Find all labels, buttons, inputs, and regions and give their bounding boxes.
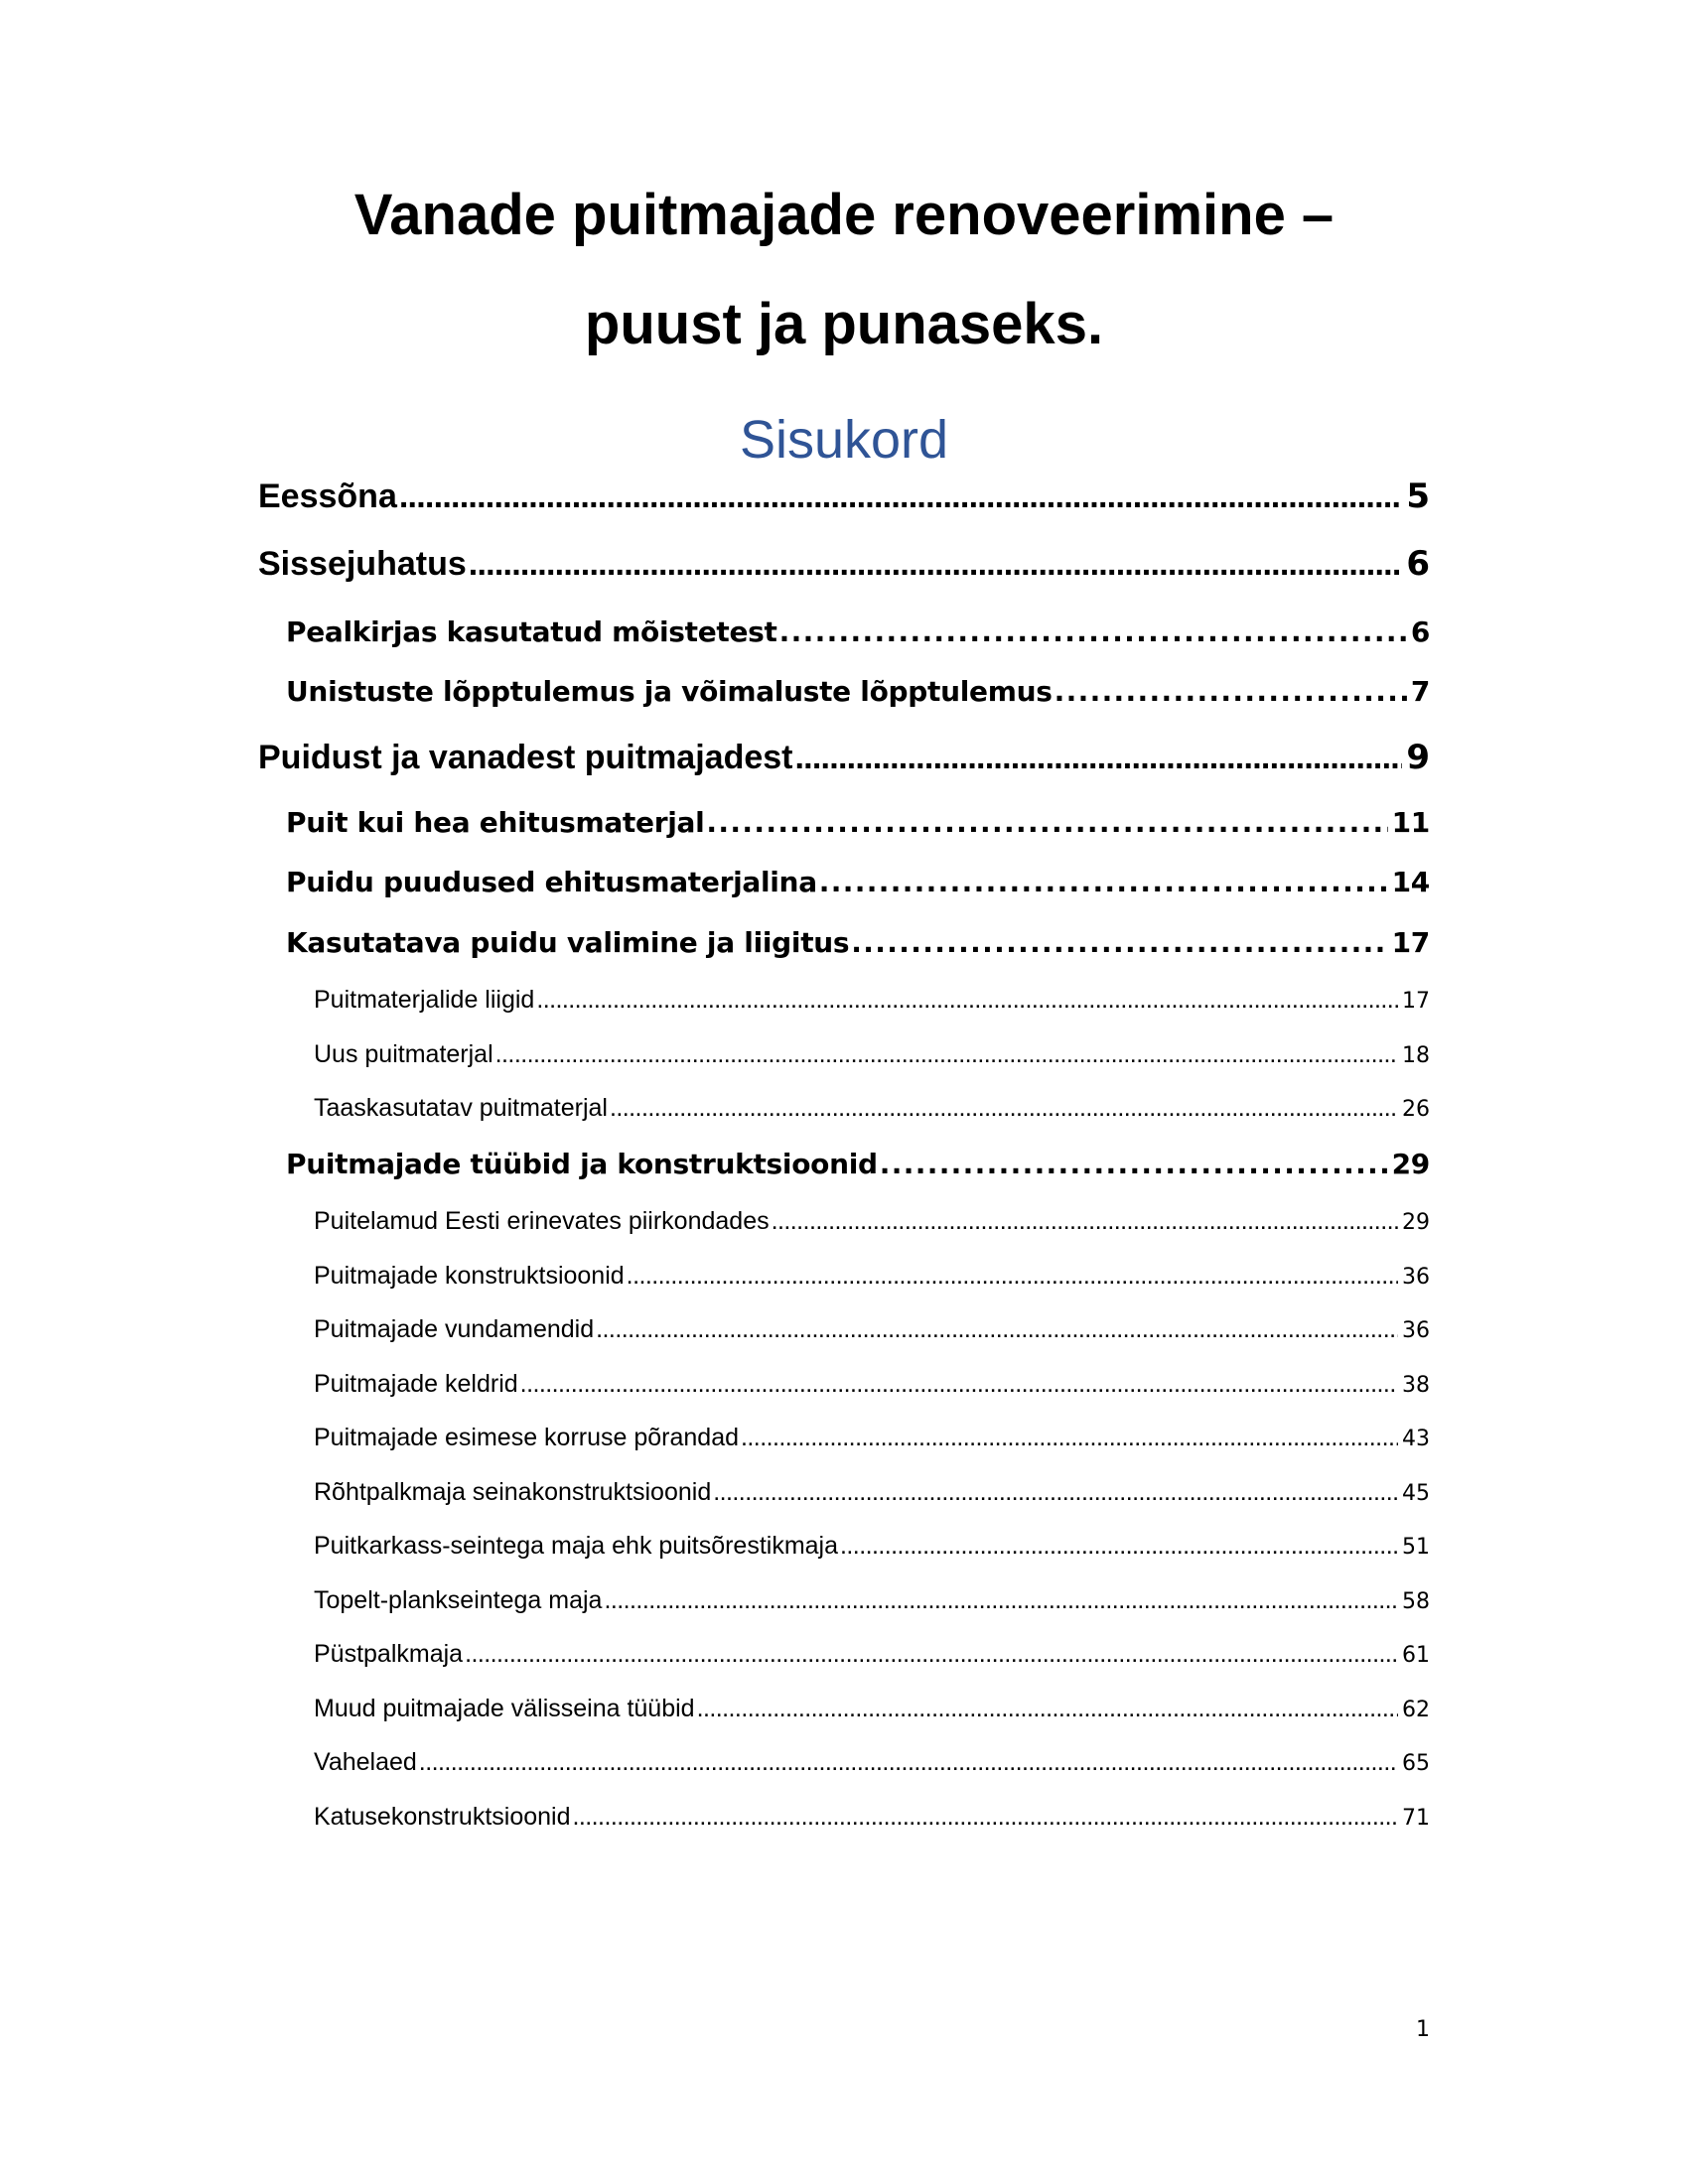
- document-title-line-1: Vanade puitmajade renoveerimine –: [353, 183, 1335, 247]
- toc-entry[interactable]: [314, 1040, 1430, 1069]
- toc-entry[interactable]: [314, 1424, 1430, 1452]
- toc-entry-page: 18: [1402, 1043, 1430, 1068]
- toc-heading: Sisukord: [739, 410, 949, 470]
- page-number: 1: [1416, 2017, 1430, 2042]
- toc-entry-label: Topelt-plankseintega maja: [314, 1586, 603, 1614]
- toc-entry[interactable]: [314, 1586, 1430, 1615]
- toc-entry[interactable]: [314, 1640, 1430, 1669]
- toc-entry[interactable]: [314, 1094, 1430, 1123]
- toc-entry-page: 9: [1406, 738, 1430, 777]
- toc-entry-label: Muud puitmajade välisseina tüübid: [314, 1695, 695, 1722]
- toc-entry-page: 7: [1410, 675, 1430, 708]
- toc-entry-page: 29: [1391, 1148, 1430, 1180]
- toc-entry-page: 71: [1402, 1806, 1430, 1831]
- toc-entry-label: Puidust ja vanadest puitmajadest: [258, 739, 793, 776]
- toc-entry-page: 14: [1391, 866, 1430, 898]
- toc-entry-label: Puitmajade vundamendid: [314, 1315, 595, 1343]
- toc-entry[interactable]: [314, 1532, 1430, 1561]
- toc-entry[interactable]: [258, 738, 1430, 777]
- toc-entry[interactable]: [314, 1370, 1430, 1399]
- toc-entry-page: 62: [1402, 1698, 1430, 1722]
- toc-entry[interactable]: [286, 806, 1430, 839]
- toc-entry-label: Pealkirjas kasutatud mõistetest: [286, 615, 777, 648]
- toc-entry-label: Uus puitmaterjal: [314, 1040, 493, 1068]
- toc-entry-page: 51: [1402, 1535, 1430, 1560]
- toc-entry[interactable]: [286, 615, 1430, 648]
- toc-entry-label: Vahelaed: [314, 1748, 417, 1776]
- toc-entry-page: 6: [1406, 544, 1430, 584]
- toc-entry-label: Unistuste lõpptulemus ja võimaluste lõpptulemus: [286, 675, 1053, 708]
- toc-entry-label: Puitmajade tüübid ja konstruktsioonid: [286, 1148, 878, 1180]
- toc-entry[interactable]: [286, 1148, 1430, 1180]
- toc-entry-page: 58: [1402, 1589, 1430, 1614]
- toc-entry-label: Eessõna: [258, 478, 397, 515]
- toc-entry-page: 45: [1402, 1481, 1430, 1506]
- toc-entry-label: Püstpalkmaja: [314, 1640, 464, 1668]
- toc-entry-label: Sissejuhatus: [258, 545, 467, 583]
- toc-entry[interactable]: [314, 1695, 1430, 1723]
- toc-entry-page: 36: [1402, 1265, 1430, 1290]
- toc-entry-label: Katusekonstruktsioonid: [314, 1803, 571, 1831]
- toc-entry-label: Rõhtpalkmaja seinakonstruktsioonid: [314, 1478, 712, 1506]
- toc-entry-page: 43: [1402, 1427, 1430, 1451]
- toc-entry-page: 65: [1402, 1751, 1430, 1776]
- toc-entry[interactable]: [314, 1262, 1430, 1291]
- toc-entry[interactable]: [314, 1478, 1430, 1507]
- toc-entry[interactable]: [314, 1315, 1430, 1344]
- toc-entry-label: Puitelamud Eesti erinevates piirkondades: [314, 1207, 770, 1235]
- toc-entry-label: Puitmajade keldrid: [314, 1370, 518, 1398]
- toc-entry-page: 36: [1402, 1318, 1430, 1343]
- toc-entry[interactable]: [314, 1803, 1430, 1832]
- toc-entry[interactable]: [314, 1748, 1430, 1777]
- toc-entry-page: 29: [1402, 1210, 1430, 1235]
- toc-entry[interactable]: [314, 986, 1430, 1015]
- toc-entry-page: 17: [1391, 926, 1430, 959]
- toc-entry[interactable]: [258, 544, 1430, 584]
- toc-entry-page: 6: [1410, 615, 1430, 648]
- toc-entry-page: 5: [1406, 477, 1430, 516]
- toc-entry[interactable]: [286, 866, 1430, 898]
- toc-entry-label: Taaskasutatav puitmaterjal: [314, 1094, 608, 1122]
- toc-entry-page: 11: [1391, 806, 1430, 839]
- toc-entry-page: 17: [1402, 989, 1430, 1014]
- toc-entry-label: Puit kui hea ehitusmaterjal: [286, 806, 705, 839]
- document-title-line-2: puust ja punaseks.: [584, 292, 1104, 356]
- toc-entry-page: 38: [1402, 1373, 1430, 1398]
- toc-entry-label: Puitkarkass-seintega maja ehk puitsõrestikmaja: [314, 1532, 839, 1560]
- toc-entry-label: Puitmajade konstruktsioonid: [314, 1262, 625, 1290]
- toc-entry-label: Puitmajade esimese korruse põrandad: [314, 1424, 740, 1451]
- toc-entry[interactable]: [286, 675, 1430, 708]
- toc-entry[interactable]: [286, 926, 1430, 959]
- toc-entry[interactable]: [314, 1207, 1430, 1236]
- toc-entry-label: Kasutatava puidu valimine ja liigitus: [286, 926, 850, 959]
- toc-entry[interactable]: [258, 477, 1430, 516]
- toc-entry-label: Puidu puudused ehitusmaterjalina: [286, 866, 817, 898]
- toc-entry-page: 61: [1402, 1643, 1430, 1668]
- toc-entry-page: 26: [1402, 1097, 1430, 1122]
- toc-entry-label: Puitmaterjalide liigid: [314, 986, 535, 1014]
